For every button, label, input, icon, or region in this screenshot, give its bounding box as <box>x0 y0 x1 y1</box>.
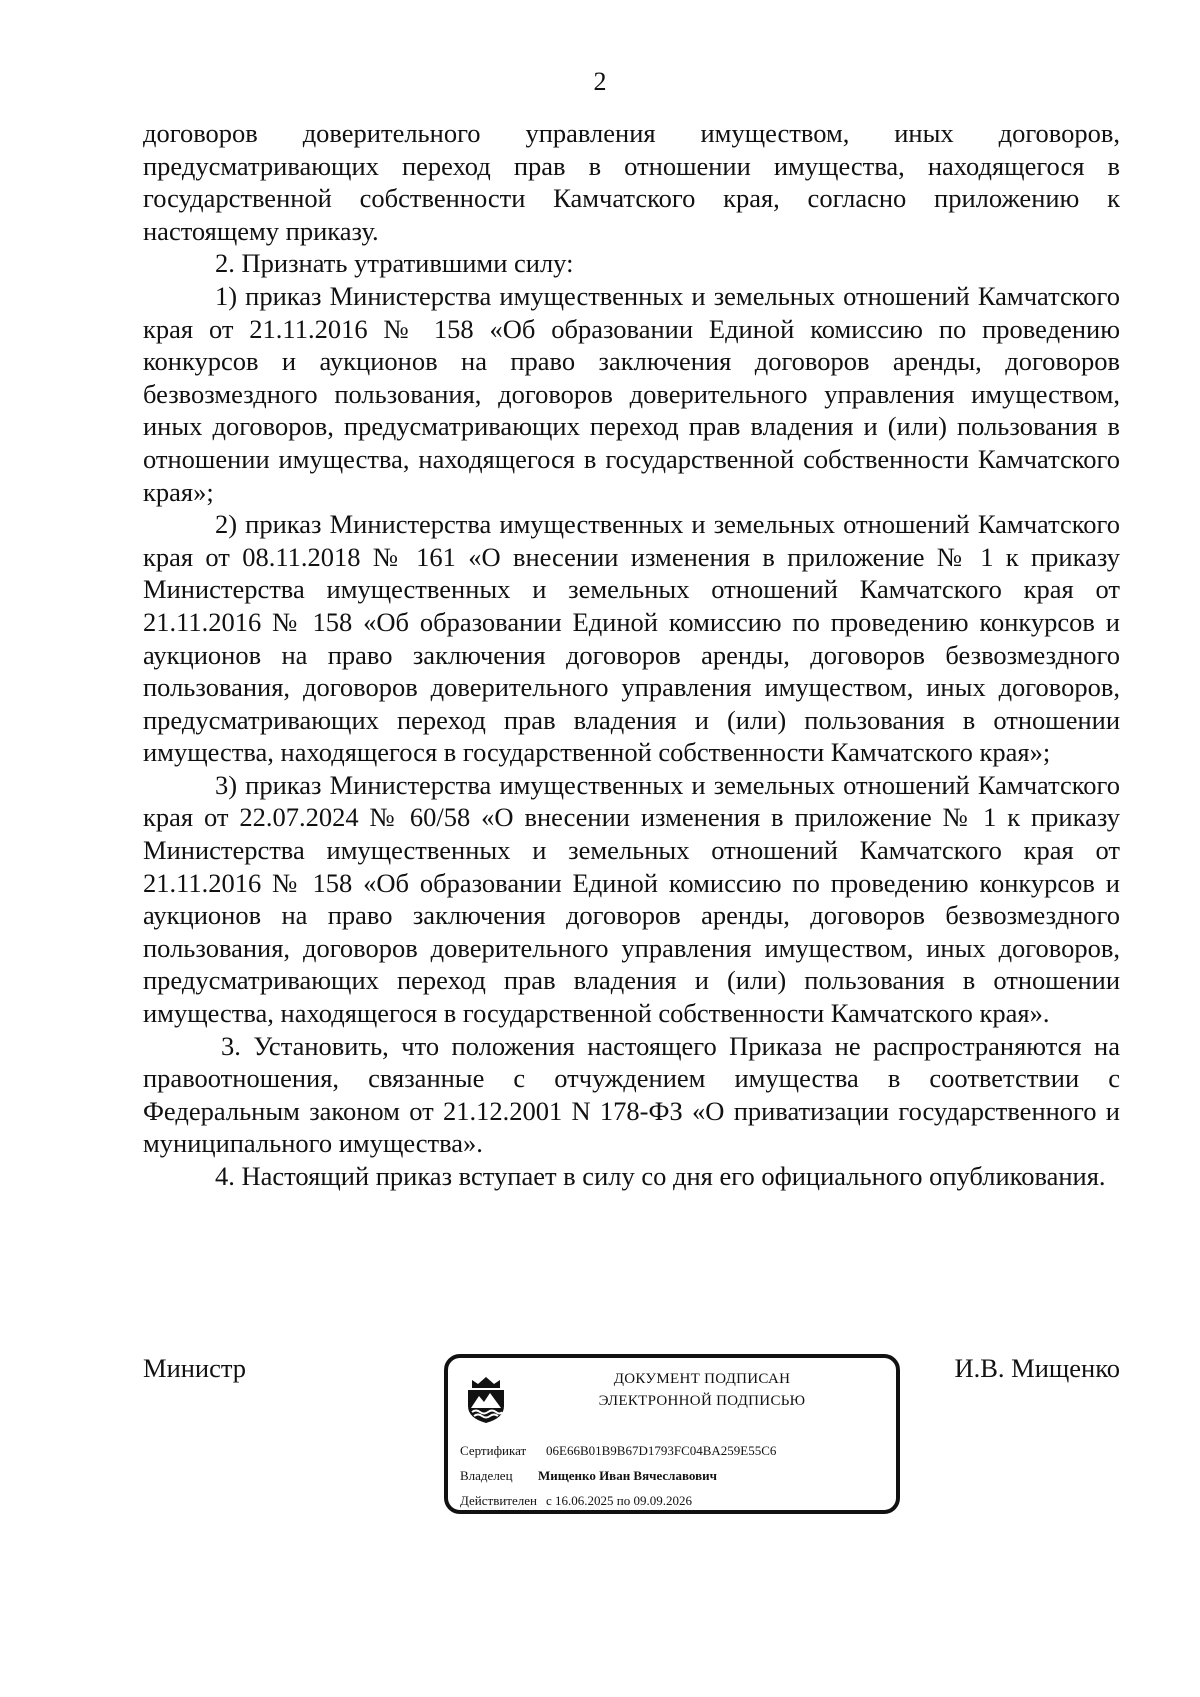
certificate-label: Сертификат <box>460 1443 527 1458</box>
signatory-title: Министр <box>143 1353 247 1383</box>
esignature-heading-line2: ЭЛЕКТРОННОЙ ПОДПИСЬЮ <box>598 1393 806 1409</box>
validity-label: Действителен <box>460 1493 537 1508</box>
esignature-heading <box>518 1368 886 1412</box>
electronic-signature-stamp <box>444 1354 900 1514</box>
paragraph-subitem-1: 1) приказ Министерства имущественных и земельных отношений Камчатского края от 21.11.2016 № 158 «Об образовании Единой комиссию по проведению конкурсов и аукционов на право заключения договоров аренды, договоров безвозмездного пользования, договоров доверительного управления имуществом, иных договоров, предусматривающих переход прав владения и (или) пользования в отношении имущества, находящегося в государственной собственности Камчатского края»; <box>143 280 1120 507</box>
validity-value: с 16.06.2025 по 09.09.2026 <box>546 1493 692 1508</box>
esignature-heading-line1: ДОКУМЕНТ ПОДПИСАН <box>613 1371 791 1387</box>
owner-label: Владелец <box>460 1468 513 1483</box>
certificate-row <box>460 1438 886 1463</box>
owner-row <box>460 1463 886 1488</box>
page-number: 2 <box>593 67 607 96</box>
kamchatka-coat-of-arms-icon <box>464 1374 508 1424</box>
paragraph-item-3: 3. Установить, что положения настоящего Приказа не распространяются на правоотношения, связанные с отчуждением имущества в соответствии с Федеральным законом от 21.12.2001 N 178-ФЗ «О приватизации государственного и муниципального имущества». <box>143 1030 1120 1159</box>
signature-block <box>143 1352 1120 1522</box>
paragraph-subitem-3: 3) приказ Министерства имущественных и земельных отношений Камчатского края от 22.07.2024 № 60/58 «О внесении изменения в приложение № 1 к приказу Министерства имущественных и земельных отношений Камчатского края от 21.11.2016 № 158 «Об образовании Единой комиссию по проведению конкурсов и аукционов на право заключения договоров аренды, договоров безвозмездного пользования, договоров доверительного управления имуществом, иных договоров, предусматривающих переход прав владения и (или) пользования в отношении имущества, находящегося в государственной собственности Камчатского края». <box>143 769 1120 1029</box>
document-body <box>143 117 1120 1193</box>
paragraph-item-2: 2. Признать утратившими силу: <box>215 248 574 279</box>
owner-value: Мищенко Иван Вячеславович <box>538 1468 717 1483</box>
signatory-name: И.В. Мищенко <box>954 1353 1120 1383</box>
paragraph-continuation: договоров доверительного управления имуществом, иных договоров, предусматривающих переход прав в отношении имущества, находящегося в государственной собственности Камчатского края, согласно приложению к настоящему приказу. <box>143 118 1120 246</box>
certificate-value: 06E66B01B9B67D1793FC04BA259E55C6 <box>546 1443 777 1458</box>
esignature-details <box>460 1438 886 1513</box>
paragraph-subitem-2: 2) приказ Министерства имущественных и земельных отношений Камчатского края от 08.11.2018 № 161 «О внесении изменения в приложение № 1 к приказу Министерства имущественных и земельных отношений Камчатского края от 21.11.2016 № 158 «Об образовании Единой комиссию по проведению конкурсов и аукционов на право заключения договоров аренды, договоров безвозмездного пользования, договоров доверительного управления имуществом, иных договоров, предусматривающих переход прав владения и (или) пользования в отношении имущества, находящегося в государственной собственности Камчатского края»; <box>143 509 1120 768</box>
validity-row <box>460 1488 886 1513</box>
paragraph-item-4: 4. Настоящий приказ вступает в силу со дня его официального опубликования. <box>215 1161 1106 1191</box>
